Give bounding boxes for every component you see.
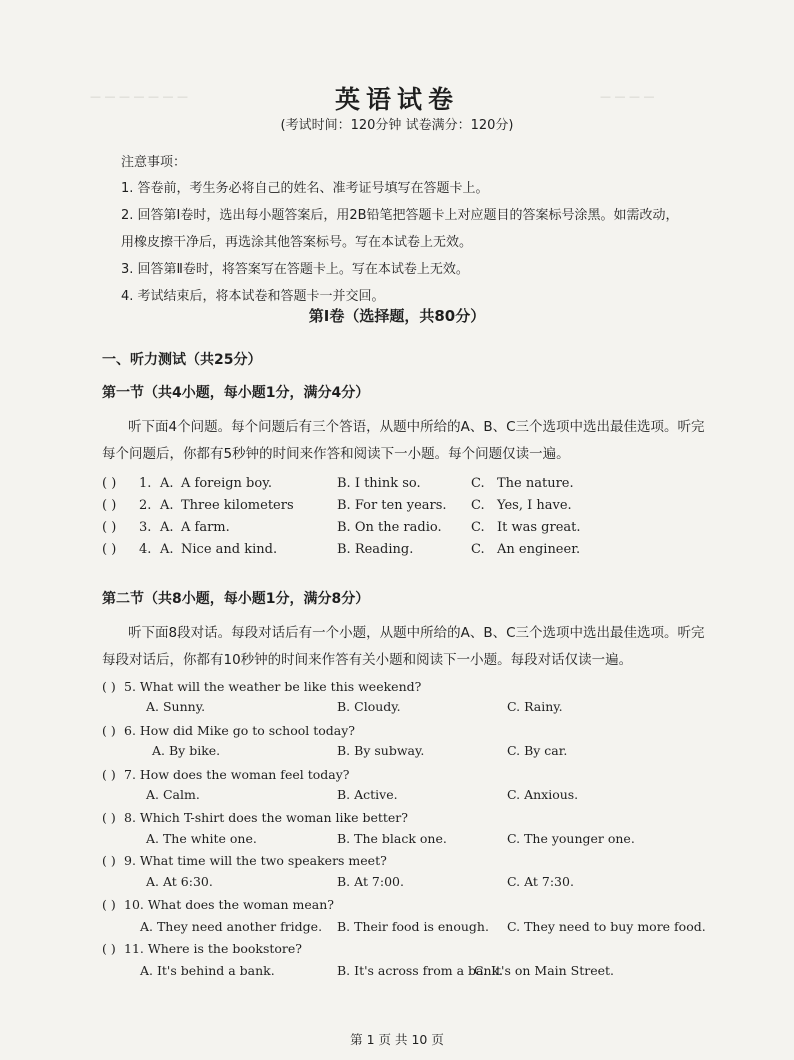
options-row [102, 699, 702, 717]
option-a: A. It's behind a bank. [140, 963, 275, 978]
option-c: An engineer. [497, 542, 581, 557]
answer-paren: ( ) [102, 476, 117, 491]
options-row [102, 743, 702, 761]
options-row [102, 963, 702, 981]
question-row [102, 520, 702, 540]
option-a: A. At 6:30. [146, 874, 213, 889]
show-through-text: — — — — — — — [90, 90, 188, 103]
question-number: 2. [139, 498, 152, 513]
question-stem: 6. How did Mike go to school today? [124, 723, 355, 738]
answer-paren: ( ) [102, 810, 116, 825]
option-c: C. Anxious. [507, 787, 579, 802]
notes-heading: 注意事项： [121, 155, 187, 170]
question-number: 4. [139, 542, 152, 557]
answer-paren: ( ) [102, 853, 116, 868]
question-stem: 5. What will the weather be like this weekend? [124, 679, 422, 694]
option-a: A farm. [181, 520, 230, 535]
option-b: B. I think so. [337, 476, 421, 491]
option-c: C. They need to buy more food. [507, 919, 706, 934]
show-through-text: — — — — [600, 90, 655, 103]
option-a: A foreign boy. [181, 476, 272, 491]
option-c: C. It's on Main Street. [474, 963, 615, 978]
listening-heading: 一、听力测试（共25分） [102, 352, 262, 368]
option-b: B. On the radio. [337, 520, 442, 535]
option-b: B. For ten years. [337, 498, 447, 513]
option-b: B. Reading. [337, 542, 414, 557]
section1-heading: 第一节（共4小题，每小题1分，满分4分） [102, 385, 370, 401]
option-c: The nature. [497, 476, 574, 491]
option-b: B. Cloudy. [337, 699, 401, 714]
answer-paren: ( ) [102, 941, 116, 956]
option-b: B. At 7:00. [337, 874, 404, 889]
option-c: C. The younger one. [507, 831, 635, 846]
section2-heading: 第二节（共8小题，每小题1分，满分8分） [102, 591, 370, 607]
option-b: B. The black one. [337, 831, 447, 846]
options-row [102, 919, 706, 937]
section1-instructions: 听下面4个问题。每个问题后有三个答语，从题中所给的A、B、C三个选项中选出最佳选项。听完 [128, 419, 705, 435]
option-letter: A. [160, 520, 174, 535]
exam-subtitle: (考试时间：120分钟 试卷满分：120分) [280, 118, 514, 133]
option-a: Nice and kind. [181, 542, 278, 557]
options-row [102, 874, 702, 892]
question-stem: 10. What does the woman mean? [124, 897, 334, 912]
answer-paren: ( ) [102, 542, 117, 557]
option-letter: C. [471, 476, 485, 491]
option-a: A. Calm. [146, 787, 200, 802]
option-b: B. Their food is enough. [337, 919, 489, 934]
section2-instructions: 每段对话后，你都有10秒钟的时间来作答有关小题和阅读下一小题。每段对话仅读一遍。 [102, 652, 633, 668]
option-a: A. The white one. [146, 831, 257, 846]
question-stem: 11. Where is the bookstore? [124, 941, 302, 956]
option-c: C. Rainy. [507, 699, 563, 714]
question-stem: 8. Which T-shirt does the woman like better? [124, 810, 408, 825]
section1-instructions: 每个问题后，你都有5秒钟的时间来作答和阅读下一小题。每个问题仅读一遍。 [102, 446, 570, 462]
question-row [102, 498, 702, 518]
option-letter: C. [471, 542, 485, 557]
answer-paren: ( ) [102, 723, 116, 738]
notes-item: 2. 回答第Ⅰ卷时，选出每小题答案后，用2B铅笔把答题卡上对应题目的答案标号涂黑。如需改动， [121, 208, 679, 223]
notes-item: 用橡皮擦干净后，再选涂其他答案标号。写在本试卷上无效。 [121, 235, 473, 250]
option-letter: A. [160, 498, 174, 513]
option-b: B. It's across from a bank. [337, 963, 504, 978]
question-number: 3. [139, 520, 152, 535]
question-number: 1. [139, 476, 152, 491]
notes-item: 1. 答卷前，考生务必将自己的姓名、准考证号填写在答题卡上。 [121, 181, 489, 196]
option-c: It was great. [497, 520, 581, 535]
option-a: A. Sunny. [146, 699, 206, 714]
option-letter: C. [471, 520, 485, 535]
options-row [102, 787, 702, 805]
page-footer: 第 1 页 共 10 页 [350, 1032, 444, 1047]
option-c: Yes, I have. [497, 498, 572, 513]
option-c: C. By car. [507, 743, 568, 758]
option-letter: A. [160, 476, 174, 491]
option-b: B. Active. [337, 787, 398, 802]
option-a: A. They need another fridge. [140, 919, 323, 934]
answer-paren: ( ) [102, 498, 117, 513]
answer-paren: ( ) [102, 520, 117, 535]
notes-item: 3. 回答第Ⅱ卷时，将答案写在答题卡上。写在本试卷上无效。 [121, 262, 469, 277]
answer-paren: ( ) [102, 679, 116, 694]
question-row [102, 476, 702, 496]
question-stem: 9. What time will the two speakers meet? [124, 853, 387, 868]
part-heading: 第Ⅰ卷（选择题，共80分） [308, 307, 486, 325]
option-letter: C. [471, 498, 485, 513]
section2-instructions: 听下面8段对话。每段对话后有一个小题，从题中所给的A、B、C三个选项中选出最佳选项。听完 [128, 625, 705, 641]
option-letter: A. [160, 542, 174, 557]
exam-title: 英语试卷 [334, 85, 459, 114]
notes-item: 4. 考试结束后，将本试卷和答题卡一并交回。 [121, 289, 385, 304]
options-row [102, 831, 702, 849]
question-stem: 7. How does the woman feel today? [124, 767, 350, 782]
option-c: C. At 7:30. [507, 874, 574, 889]
option-a: Three kilometers [181, 498, 294, 513]
answer-paren: ( ) [102, 767, 116, 782]
answer-paren: ( ) [102, 897, 116, 912]
option-b: B. By subway. [337, 743, 425, 758]
option-a: A. By bike. [152, 743, 221, 758]
question-row [102, 542, 702, 562]
